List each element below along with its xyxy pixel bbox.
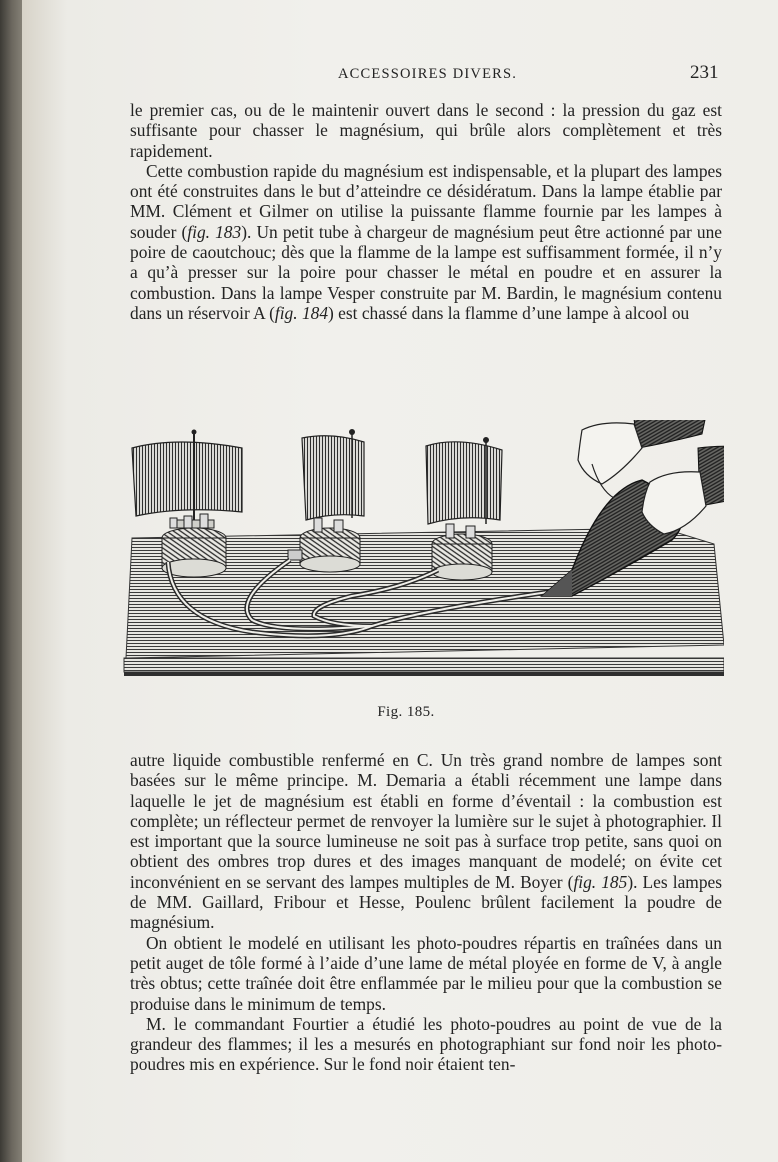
engraving-multiple-lamps: [102, 420, 724, 688]
paragraph: On obtient le modelé en utilisant les photo-poudres répartis en traînées dans un petit auget de tôle formé à l’aide d’une lame de métal ployée en forme de V, à angle très obtus; cette traînée doit être enflammée par le milieu pour que la combustion se produise dans le minimum de temps.: [130, 932, 722, 1014]
text-run: Cette combustion rapide du magnésium est indispensable, et la plupart des lampes ont été construites dans le but d’atteindre ce désidératum. Dans la lampe établie par MM. Clément et Gilmer on utilise la puissante flamme fournie par les lampes à souder (: [130, 160, 722, 242]
figure-reference: fig. 183: [187, 221, 242, 242]
paragraph: [130, 750, 722, 933]
lamp-2: [288, 429, 364, 572]
text-run: ). Un petit tube à chargeur de magnésium peut être actionné par une poire de caoutchouc; dès que la flamme de la lampe est suffisamment formée, il n’y a qu’à presser sur la poire pour chasser le métal en poudre et en assurer la combustion. Dans la lampe Vesper construite par M. Bardin, le magnésium contenu dans un réservoir A (: [130, 221, 722, 323]
paragraph: le premier cas, ou de le maintenir ouvert dans le second : la pression du gaz est suffisante pour chasser le magnésium, qui brûle alors complètement et très rapidement.: [130, 100, 722, 161]
page-number: 231: [690, 62, 719, 83]
running-title: ACCESSOIRES DIVERS.: [338, 66, 518, 82]
text-run: ) est chassé dans la flamme d’une lampe à alcool ou: [328, 302, 690, 323]
figure-illustration: [102, 420, 724, 688]
text-block-bottom: [130, 750, 722, 1075]
figure-reference: fig. 185: [573, 871, 628, 892]
text-block-top: [130, 100, 722, 323]
paragraph: [130, 161, 722, 323]
paragraph: M. le commandant Fourtier a étudié les photo-poudres au point de vue de la grandeur des flammes; il les a mesurés en photographiant sur fond noir les photo-poudres mis en expérience. Sur le fond noir étaient ten-: [130, 1013, 722, 1075]
running-header: [22, 64, 778, 88]
lamp-3: [426, 437, 502, 580]
text-run: autre liquide combustible renfermé en C. Un très grand nombre de lampes sont basées sur le même principe. M. Demaria a établi récemment une lampe dans laquelle le jet de magnésium est établi en forme d’éventail : la combustion est complète; un réflecteur permet de renvoyer la lumière sur le sujet à photographier. Il est important que la source lumineuse ne soit pas à surface trop petite, sans quoi on obtient des ombres trop dures et des images manquant de modelé; on évite cet inconvénient en se servant des lampes multiples de M. Boyer (: [130, 750, 722, 892]
book-page: [22, 0, 778, 1162]
text-run: ). Les lampes de MM. Gaillard, Fribour et Hesse, Poulenc brûlent facilement la poudre de magnésium.: [130, 871, 722, 933]
figure-caption: Fig. 185.: [377, 704, 435, 720]
figure-reference: fig. 184: [274, 302, 329, 323]
